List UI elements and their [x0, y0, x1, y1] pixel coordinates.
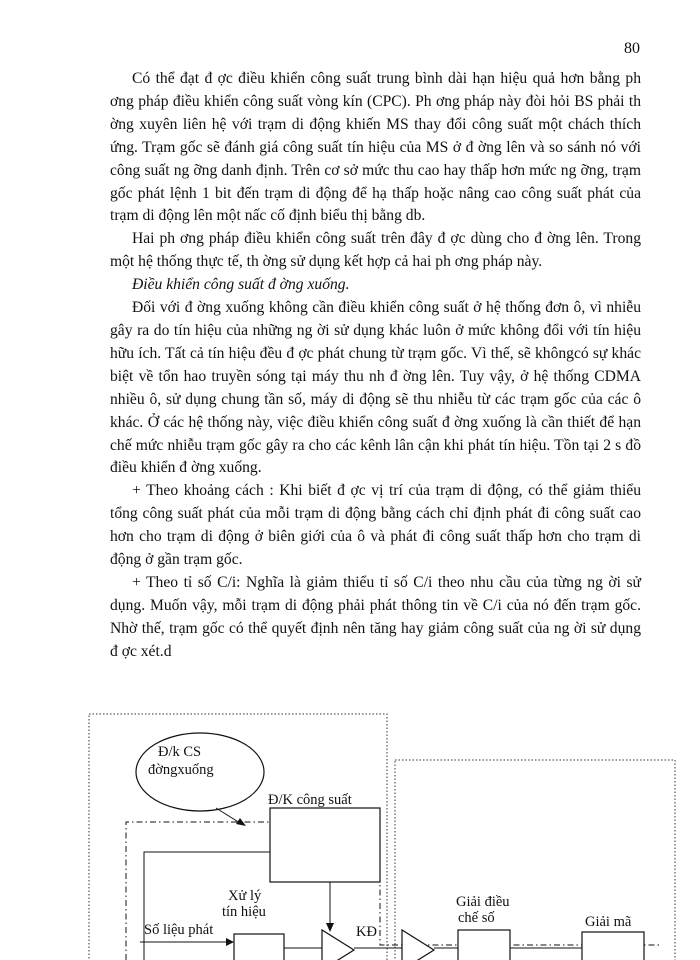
amplifier-label: KĐ: [356, 924, 377, 940]
body-text: [110, 68, 641, 664]
decoder-box: [582, 932, 644, 960]
paragraph-uplink-summary: Hai ph ơng pháp điều khiển công suất trên đây đ ợc dùng cho đ ờng lên. Trong một hệ thống thực tế, th ờng sử dụng kết hợp cả hai ph ơng pháp này.: [110, 230, 641, 271]
paragraph-downlink: Đối với đ ờng xuống không cần điều khiển công suất ở hệ thống đơn ô, vì nhiễu gây ra do tín hiệu của những ng ời sử dụng khác luôn ở mức không đổi với tín hiệu hữu ích. Tất cả tín hiệu đều đ ợc phát chung từ trạm gốc. Vì thế, sẽ khôngcó sự khác biệt về tổn hao truyền sóng tại máy thu nh đ ờng lên. Tuy vậy, ở hệ thống CDMA nhiều ô, sử dụng chung tần số, máy di động sẽ thu nhiễu từ các trạm gốc của các ô khác. Ở các hệ thống này, việc điều khiển công suất đ ờng xuống là cần thiết để hạn chế mức nhiễu trạm gốc gây ra cho các kênh lân cận khi phát tín hiệu. Tồn tại 2 s đồ điều khiển đ ờng xuống.: [110, 299, 641, 477]
demod-label-line2: chế số: [458, 910, 495, 926]
paragraph-closed-loop: Có thể đạt đ ợc điều khiển công suất trung bình dài hạn hiệu quả hơn bằng ph ơng pháp điều khiển công suất vòng kín (CPC). Ph ơng pháp này đòi hỏi BS phải th ờng xuyên liên hệ với trạm di động khiến MS thay đổi công suất một chách thích ứng. Trạm gốc sẽ đánh giá công suất tín hiệu của MS ở đ ờng lên và so sánh nó với công suất ng ỡng danh định. Trên cơ sở mức thu cao hay thấp hơn mức ng ỡng, trạm gốc phát lệnh 1 bit đến trạm di động để hạ thấp hoặc nâng cao công suất phát của trạm di động lên một nấc cố định biểu thị bằng db.: [110, 70, 641, 225]
signal-processing-label-line2: tín hiệu: [222, 904, 266, 920]
paragraph-by-ci-ratio: + Theo tỉ số C/i: Nghĩa là giảm thiểu tỉ số C/i theo nhu cầu của từng ng ời sử dụng. Muốn vậy, mỗi trạm di động phải phát thông tin về C/i của nó đến trạm gốc. Nhờ thế, trạm gốc có thể quyết định nên tăng hay giảm công suất của ng ời sử dụng đ ợc xét.d: [110, 573, 641, 660]
pc-to-amp-arrowhead: [326, 923, 334, 932]
decoder-label: Giải mã: [585, 914, 632, 930]
power-control-label: Đ/K công suất: [268, 792, 352, 808]
ellipse-label-line1: Đ/k CS: [158, 744, 202, 760]
power-control-diagram: [0, 700, 700, 960]
page-number: 80: [624, 40, 640, 57]
ellipse-label-line2: đờngxuống: [148, 762, 214, 778]
power-control-box: [270, 808, 380, 882]
data-tx-label: Số liệu phát: [144, 922, 214, 938]
ellipse-arrow: [216, 808, 240, 823]
signal-processing-box: [234, 934, 284, 960]
demod-label-line1: Giải điều: [456, 894, 510, 910]
demod-box: [458, 930, 510, 960]
section-heading-downlink: Điều khiển công suất đ ờng xuống.: [132, 276, 350, 294]
right-dotted-frame: [395, 760, 675, 960]
data-tx-arrowhead: [226, 938, 234, 946]
signal-processing-label-line1: Xử lý: [228, 888, 262, 904]
amplifier-triangle: [322, 930, 354, 960]
paragraph-by-distance: + Theo khoảng cách : Khi biết đ ợc vị trí của trạm di động, có thể giảm thiểu tổng công suất phát của mỗi trạm di động bằng cách chỉ định phát đi công suất cao hơn cho trạm di động ở biên giới của ô và phát đi công suất thấp hơn cho trạm di động ở gần trạm gốc.: [110, 482, 641, 569]
